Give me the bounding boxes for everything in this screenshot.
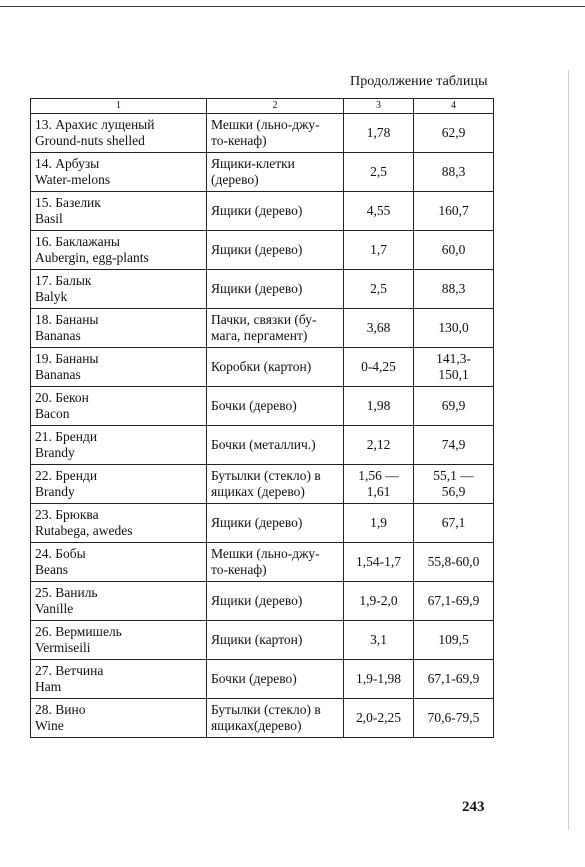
table-row (31, 309, 494, 348)
column-4-cell (414, 465, 494, 504)
column-3-value: 1,7 (370, 241, 387, 257)
column-4-cell (414, 621, 494, 660)
column-3-value: 1,56 — (358, 467, 399, 483)
product-name-ru: 26. Вермишель (35, 623, 122, 639)
product-name-en: Basil (35, 211, 63, 226)
product-name-ru: 19. Бананы (35, 350, 99, 366)
table-row (31, 504, 494, 543)
packaging-text: Бутылки (стекло) в (211, 701, 321, 717)
product-cell (31, 348, 207, 387)
column-3-value: 1,98 (366, 397, 391, 413)
product-name-en: Beans (35, 562, 68, 577)
column-4-value: 55,1 — (433, 467, 474, 483)
packaging-text: Бутылки (стекло) в (211, 467, 321, 483)
column-4-value: 74,9 (441, 436, 466, 452)
column-3-cell (344, 426, 414, 465)
table-row (31, 348, 494, 387)
product-cell (31, 426, 207, 465)
column-3-value: 4,55 (366, 202, 391, 218)
column-header-2: 2 (207, 99, 344, 114)
column-3-cell (344, 621, 414, 660)
product-name-en: Ground-nuts shelled (35, 133, 145, 148)
product-name-ru: 22. Бренди (35, 467, 98, 483)
product-cell (31, 543, 207, 582)
column-3-cell (344, 582, 414, 621)
column-4-value: 69,9 (441, 397, 466, 413)
column-3-cell (344, 504, 414, 543)
packaging-cell (207, 699, 344, 738)
packaging-text: Ящики (дерево) (211, 241, 303, 257)
column-4-cell (414, 699, 494, 738)
product-cell (31, 660, 207, 699)
table-row (31, 231, 494, 270)
packaging-cell (207, 582, 344, 621)
table-row (31, 270, 494, 309)
product-cell (31, 621, 207, 660)
product-name-en: Wine (35, 718, 64, 733)
product-cell (31, 504, 207, 543)
product-name-en: Brandy (35, 484, 75, 499)
table-row (31, 543, 494, 582)
packaging-text: мага, пергамент) (211, 328, 308, 343)
table-row (31, 660, 494, 699)
product-name-ru: 16. Баклажаны (35, 233, 120, 249)
column-3-value: 1,9 (370, 514, 387, 530)
table-row (31, 621, 494, 660)
table-row (31, 426, 494, 465)
column-header-1: 1 (31, 99, 207, 114)
column-3-value: 2,12 (366, 436, 391, 452)
column-4-cell (414, 387, 494, 426)
packaging-text: Бочки (дерево) (211, 397, 297, 413)
column-3-cell (344, 699, 414, 738)
column-3-cell (344, 660, 414, 699)
packaging-text: Бочки (дерево) (211, 670, 297, 686)
column-3-value: 1,54-1,7 (356, 553, 401, 569)
column-3-cell (344, 114, 414, 153)
column-4-cell (414, 192, 494, 231)
product-name-ru: 13. Арахис лущеный (35, 116, 155, 132)
product-name-ru: 20. Бекон (35, 389, 89, 405)
column-4-cell (414, 270, 494, 309)
packaging-text: Пачки, связки (бу- (211, 311, 317, 327)
packaging-text: то-кенаф) (211, 133, 267, 148)
column-4-value: 67,1-69,9 (427, 592, 480, 608)
product-name-ru: 18. Бананы (35, 311, 99, 327)
packaging-cell (207, 660, 344, 699)
product-name-en: Balyk (35, 289, 68, 304)
product-name-ru: 25. Ваниль (35, 584, 98, 600)
column-3-value: 3,68 (366, 319, 391, 335)
column-3-value: 1,9-1,98 (356, 670, 401, 686)
column-4-value: 141,3- (436, 350, 471, 366)
product-cell (31, 231, 207, 270)
column-3-value: 1,78 (366, 124, 391, 140)
column-3-cell (344, 231, 414, 270)
packaging-cell (207, 621, 344, 660)
product-name-ru: 24. Бобы (35, 545, 86, 561)
column-4-cell (414, 231, 494, 270)
table-row (31, 192, 494, 231)
product-name-en: Rutabega, awedes (35, 523, 133, 538)
table-row (31, 699, 494, 738)
column-4-value: 160,7 (438, 202, 469, 218)
packaging-text: Коробки (картон) (211, 358, 312, 374)
column-3-value: 2,0-2,25 (356, 709, 401, 725)
product-name-ru: 27. Ветчина (35, 662, 104, 678)
column-4-cell (414, 426, 494, 465)
table-body (31, 114, 494, 738)
product-name-ru: 23. Брюква (35, 506, 99, 522)
product-cell (31, 192, 207, 231)
column-4-value: 109,5 (438, 631, 469, 647)
product-name-en: Vermiseili (35, 640, 91, 655)
product-cell (31, 270, 207, 309)
packaging-text: Ящики (дерево) (211, 592, 303, 608)
product-name-en: Brandy (35, 445, 75, 460)
header-row (31, 99, 494, 114)
product-name-en: Bananas (35, 328, 81, 343)
column-header-3: 3 (344, 99, 414, 114)
packaging-cell (207, 153, 344, 192)
product-name-en: Bacon (35, 406, 70, 421)
product-cell (31, 465, 207, 504)
product-name-ru: 21. Бренди (35, 428, 98, 444)
packaging-text: ящиках(дерево) (211, 718, 302, 733)
packaging-cell (207, 543, 344, 582)
packaging-cell (207, 309, 344, 348)
packaging-text: (дерево) (211, 172, 259, 187)
packaging-cell (207, 504, 344, 543)
column-4-cell (414, 504, 494, 543)
column-3-cell (344, 270, 414, 309)
column-4-cell (414, 582, 494, 621)
column-4-value: 56,9 (441, 484, 466, 499)
column-4-value: 70,6-79,5 (427, 709, 480, 725)
packaging-cell (207, 426, 344, 465)
column-4-value: 88,3 (441, 280, 466, 296)
column-3-cell (344, 192, 414, 231)
packaging-text: Мешки (льно-джу- (211, 545, 320, 561)
product-cell (31, 699, 207, 738)
column-4-value: 67,1-69,9 (427, 670, 480, 686)
page-number: 243 (462, 799, 485, 815)
column-4-cell (414, 153, 494, 192)
column-3-cell (344, 543, 414, 582)
packaging-text: Ящики (картон) (211, 631, 303, 647)
product-name-ru: 17. Балык (35, 272, 92, 288)
packaging-text: ящиках (дерево) (211, 484, 305, 499)
column-4-cell (414, 309, 494, 348)
packaging-cell (207, 231, 344, 270)
column-4-cell (414, 114, 494, 153)
table-row (31, 387, 494, 426)
column-4-value: 55,8-60,0 (427, 553, 480, 569)
table-row (31, 465, 494, 504)
product-name-ru: 14. Арбузы (35, 155, 100, 171)
product-cell (31, 387, 207, 426)
packaging-cell (207, 348, 344, 387)
product-name-en: Ham (35, 679, 62, 694)
column-4-value: 150,1 (438, 367, 469, 382)
table-row (31, 153, 494, 192)
product-name-en: Water-melons (35, 172, 111, 187)
column-header-4: 4 (414, 99, 494, 114)
top-rule (0, 0, 585, 7)
column-3-cell (344, 153, 414, 192)
product-name-en: Vanille (35, 601, 74, 616)
packaging-cell (207, 192, 344, 231)
column-4-cell (414, 543, 494, 582)
column-3-cell (344, 465, 414, 504)
column-3-cell (344, 309, 414, 348)
column-3-cell (344, 348, 414, 387)
product-cell (31, 114, 207, 153)
column-4-value: 88,3 (441, 163, 466, 179)
product-name-en: Aubergin, egg-plants (35, 250, 149, 265)
product-name-ru: 15. Базелик (35, 194, 101, 210)
column-4-value: 130,0 (438, 319, 469, 335)
goods-table (30, 98, 494, 738)
packaging-cell (207, 114, 344, 153)
column-4-value: 62,9 (441, 124, 466, 140)
continuation-caption: Продолжение таблицы (350, 74, 488, 89)
column-3-cell (344, 387, 414, 426)
product-name-ru: 28. Вино (35, 701, 86, 717)
packaging-text: Ящики (дерево) (211, 202, 303, 218)
packaging-text: Мешки (льно-джу- (211, 116, 320, 132)
packaging-text: то-кенаф) (211, 562, 267, 577)
column-4-value: 67,1 (441, 514, 466, 530)
packaging-text: Бочки (металлич.) (211, 436, 316, 452)
column-3-value: 0-4,25 (361, 358, 396, 374)
packaging-cell (207, 270, 344, 309)
column-4-cell (414, 348, 494, 387)
page-edge-shadow (568, 70, 569, 830)
table-row (31, 582, 494, 621)
table-row (31, 114, 494, 153)
packaging-cell (207, 387, 344, 426)
packaging-text: Ящики (дерево) (211, 514, 303, 530)
packaging-text: Ящики (дерево) (211, 280, 303, 296)
product-name-en: Bananas (35, 367, 81, 382)
product-cell (31, 309, 207, 348)
packaging-cell (207, 465, 344, 504)
product-cell (31, 582, 207, 621)
product-cell (31, 153, 207, 192)
column-3-value: 1,61 (366, 484, 391, 499)
column-4-cell (414, 660, 494, 699)
column-4-value: 60,0 (441, 241, 466, 257)
column-3-value: 2,5 (370, 280, 387, 296)
packaging-text: Ящики-клетки (211, 155, 295, 171)
column-3-value: 1,9-2,0 (359, 592, 398, 608)
column-3-value: 2,5 (370, 163, 387, 179)
column-3-value: 3,1 (370, 631, 387, 647)
